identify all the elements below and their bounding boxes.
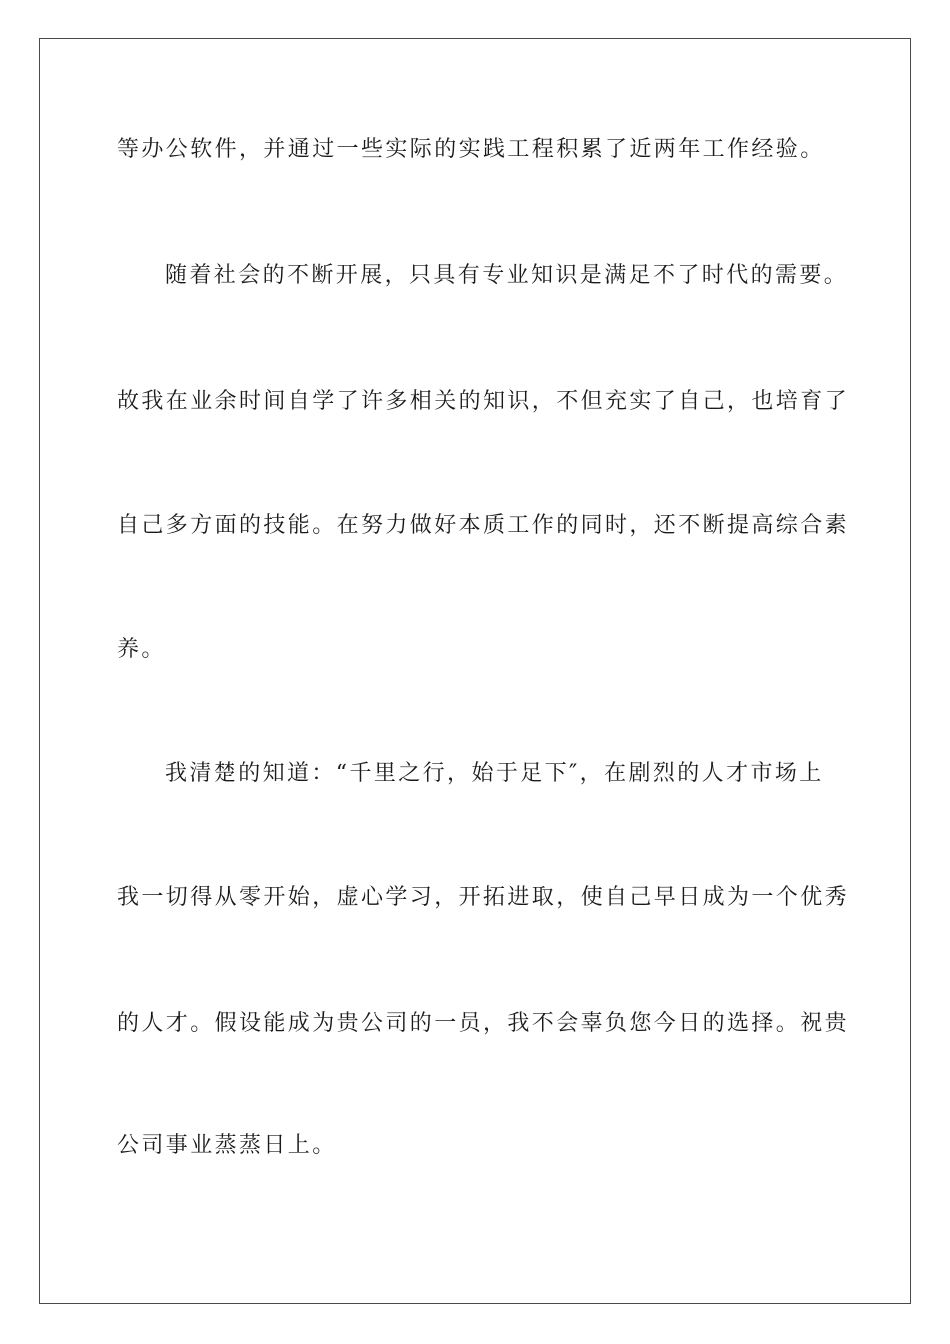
text-line: 我一切得从零开始，虚心学习，开拓进取，使自己早日成为一个优秀	[117, 885, 850, 910]
text-line: 公司事业蒸蒸日上。	[117, 1133, 337, 1158]
text-line: 等办公软件，并通过一些实际的实践工程积累了近两年工作经验。	[117, 137, 825, 162]
text-line: 故我在业余时间自学了许多相关的知识，不但充实了自己，也培育了	[117, 389, 850, 414]
page-border	[39, 38, 911, 1304]
paragraph-start-line: 随着社会的不断开展，只具有专业知识是满足不了时代的需要。	[165, 263, 849, 288]
text-line: 的人才。假设能成为贵公司的一员，我不会辜负您今日的选择。祝贵	[117, 1011, 850, 1036]
text-line: 自己多方面的技能。在努力做好本质工作的同时，还不断提高综合素	[117, 513, 850, 538]
text-line: 养。	[117, 637, 166, 662]
paragraph-start-line: 我清楚的知道：“千里之行，始于足下″，在剧烈的人才市场上	[165, 761, 824, 786]
